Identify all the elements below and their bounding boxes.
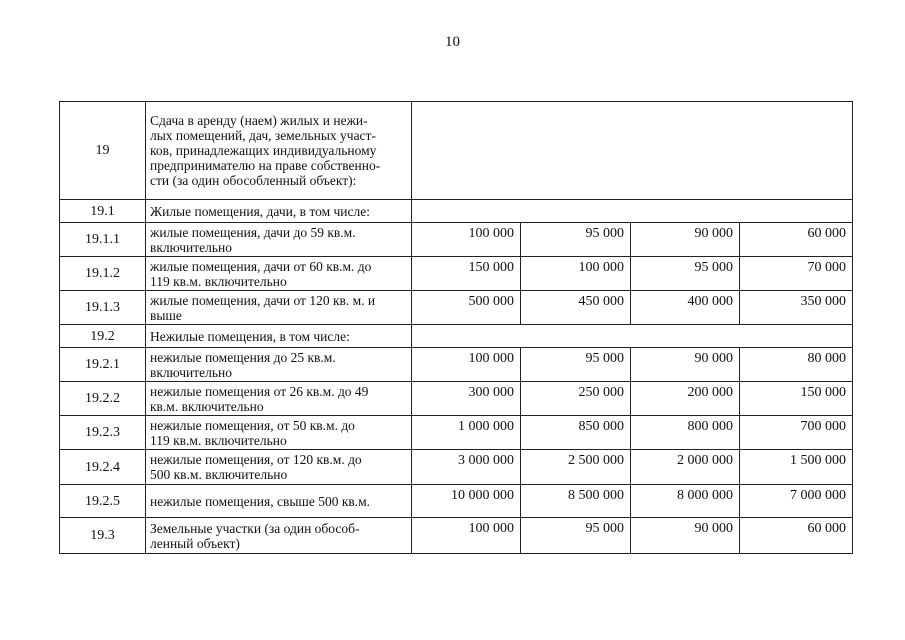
- value-cell: 95 000: [521, 348, 631, 382]
- row-number: 19.2: [60, 325, 146, 348]
- value-cell: 60 000: [740, 223, 853, 257]
- row-number: 19.2.4: [60, 450, 146, 485]
- value-cell: 7 000 000: [740, 485, 853, 518]
- description-line: 119 кв.м. включительно: [150, 432, 287, 448]
- row-description: [146, 291, 412, 325]
- description-line: ленный объект): [150, 535, 240, 551]
- table-row-19-1-3: [60, 291, 853, 325]
- table-row-19-2-4: [60, 450, 853, 485]
- row-number: 19.3: [60, 518, 146, 554]
- value-cell: 400 000: [631, 291, 740, 325]
- description-line: 119 кв.м. включительно: [150, 273, 287, 289]
- row-number: 19.2.5: [60, 485, 146, 518]
- table-row-19-1-2: [60, 257, 853, 291]
- row-description: [146, 518, 412, 554]
- value-cell: 90 000: [631, 518, 740, 554]
- value-cell: 90 000: [631, 348, 740, 382]
- value-cell: 95 000: [631, 257, 740, 291]
- table-row-19-3: [60, 518, 853, 554]
- value-cell: 100 000: [521, 257, 631, 291]
- tariff-table: [59, 101, 853, 554]
- value-cell: 95 000: [521, 223, 631, 257]
- empty-values-cell: [412, 325, 853, 348]
- table-row-19-2-1: [60, 348, 853, 382]
- table-row-19-2-2: [60, 382, 853, 416]
- value-cell: 60 000: [740, 518, 853, 554]
- description-line: Земельные участки (за один обособ-: [150, 520, 360, 536]
- description-line: нежилые помещения от 26 кв.м. до 49: [150, 383, 369, 399]
- value-cell: 70 000: [740, 257, 853, 291]
- value-cell: 100 000: [412, 518, 521, 554]
- value-cell: 850 000: [521, 416, 631, 450]
- value-cell: 1 000 000: [412, 416, 521, 450]
- row-description: [146, 348, 412, 382]
- description-line: включительно: [150, 239, 233, 255]
- value-cell: 150 000: [740, 382, 853, 416]
- description-line: 500 кв.м. включительно: [150, 467, 288, 482]
- value-cell: 350 000: [740, 291, 853, 325]
- row-description: [146, 382, 412, 416]
- description-line: жилые помещения, дачи от 120 кв. м. и: [150, 292, 376, 308]
- row-number: 19.1: [60, 200, 146, 223]
- row-number: 19.1.2: [60, 257, 146, 291]
- row-description: [146, 450, 412, 485]
- description-line: сти (за один обособленный объект):: [150, 173, 357, 188]
- value-cell: 3 000 000: [412, 450, 521, 485]
- section-label: Жилые помещения, дачи, в том числе:: [146, 200, 412, 223]
- description-line: жилые помещения, дачи до 59 кв.м.: [150, 224, 356, 240]
- value-cell: 2 500 000: [521, 450, 631, 485]
- description-line: выше: [150, 307, 182, 323]
- value-cell: 1 500 000: [740, 450, 853, 485]
- value-cell: 8 500 000: [521, 485, 631, 518]
- empty-values-cell: [412, 102, 853, 200]
- description-line: ков, принадлежащих индивидуальному: [150, 143, 377, 158]
- value-cell: 800 000: [631, 416, 740, 450]
- table-row-19-2-3: [60, 416, 853, 450]
- description-line: включительно: [150, 364, 233, 380]
- row-description: [146, 102, 412, 200]
- description-line: нежилые помещения, от 120 кв.м. до: [150, 452, 362, 467]
- row-number: 19.1.1: [60, 223, 146, 257]
- row-description: [146, 416, 412, 450]
- row-number: 19.2.3: [60, 416, 146, 450]
- section-label: Нежилые помещения, в том числе:: [146, 325, 412, 348]
- value-cell: 100 000: [412, 223, 521, 257]
- page-number: 10: [445, 34, 460, 50]
- row-number: 19.1.3: [60, 291, 146, 325]
- description-line: нежилые помещения до 25 кв.м.: [150, 349, 336, 365]
- value-cell: 300 000: [412, 382, 521, 416]
- empty-values-cell: [412, 200, 853, 223]
- row-number: 19.2.1: [60, 348, 146, 382]
- description-line: нежилые помещения, свыше 500 кв.м.: [150, 493, 371, 509]
- table-row-19-2-5: [60, 485, 853, 518]
- description-line: лых помещений, дач, земельных участ-: [150, 128, 376, 143]
- table-row-19-1-1: [60, 223, 853, 257]
- table-row-19-2: [60, 325, 853, 348]
- row-description: [146, 485, 412, 518]
- value-cell: 700 000: [740, 416, 853, 450]
- description-line: предпринимателю на праве собственно-: [150, 158, 381, 173]
- description-line: кв.м. включительно: [150, 398, 264, 414]
- value-cell: 200 000: [631, 382, 740, 416]
- value-cell: 80 000: [740, 348, 853, 382]
- value-cell: 100 000: [412, 348, 521, 382]
- value-cell: 2 000 000: [631, 450, 740, 485]
- row-description: [146, 257, 412, 291]
- table-row-19-1: [60, 200, 853, 223]
- description-line: жилые помещения, дачи от 60 кв.м. до: [150, 258, 372, 274]
- table-row-19: [60, 102, 853, 200]
- row-description: [146, 223, 412, 257]
- description-line: нежилые помещения, от 50 кв.м. до: [150, 417, 355, 433]
- value-cell: 250 000: [521, 382, 631, 416]
- value-cell: 90 000: [631, 223, 740, 257]
- value-cell: 450 000: [521, 291, 631, 325]
- value-cell: 150 000: [412, 257, 521, 291]
- value-cell: 500 000: [412, 291, 521, 325]
- row-number: 19.2.2: [60, 382, 146, 416]
- value-cell: 10 000 000: [412, 485, 521, 518]
- value-cell: 8 000 000: [631, 485, 740, 518]
- row-number: 19: [60, 102, 146, 200]
- value-cell: 95 000: [521, 518, 631, 554]
- description-line: Сдача в аренду (наем) жилых и нежи-: [150, 113, 368, 128]
